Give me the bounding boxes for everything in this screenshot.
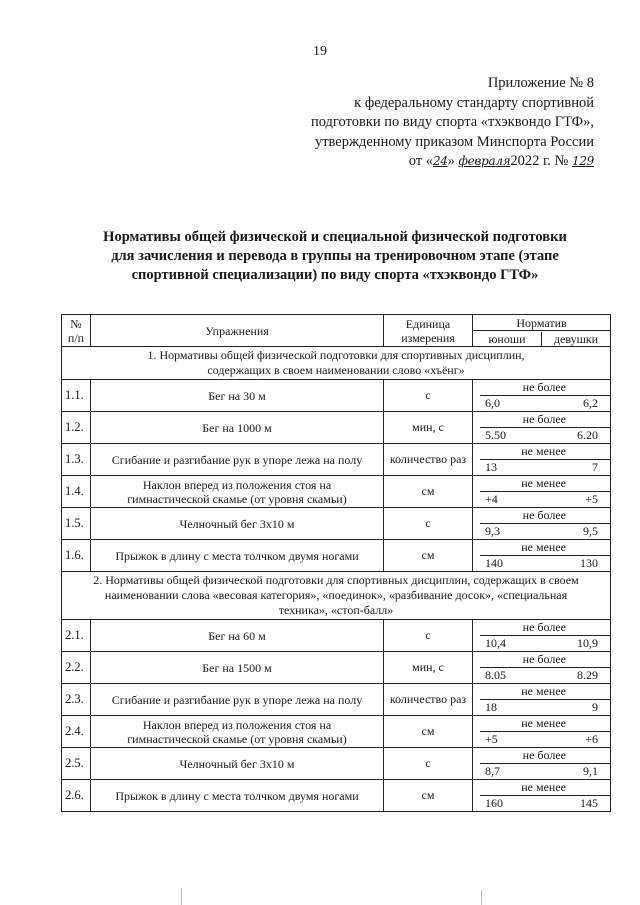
norm-girls-value: 130	[580, 556, 598, 570]
appendix-header	[294, 74, 594, 172]
appendix-line-4: утвержденному приказом Минспорта России	[314, 133, 594, 150]
exercise-name	[91, 508, 384, 540]
norm-boys-value: 8,7	[485, 764, 500, 778]
row-number: 1.6.	[62, 540, 91, 572]
norm-condition: не менее	[521, 540, 566, 554]
unit-of-measure: с	[384, 508, 473, 540]
section-title-line: наименовании слова «весовая категория», «поединок», «разбивание досок», «специальная	[104, 588, 568, 602]
exercise-name	[91, 780, 384, 812]
table-row	[62, 716, 611, 748]
standards-table	[61, 314, 611, 812]
exercise-name	[91, 412, 384, 444]
norm-girls-value: 6,2	[583, 396, 598, 410]
norm-cell	[473, 780, 611, 812]
header-exercise: Упражнения	[91, 315, 384, 347]
appendix-date-line	[294, 152, 594, 172]
row-number: 2.1.	[62, 620, 91, 652]
exercise-name	[91, 380, 384, 412]
unit-of-measure: мин, с	[384, 412, 473, 444]
norm-cell	[473, 716, 611, 748]
norm-cell	[473, 380, 611, 412]
row-number: 1.1.	[62, 380, 91, 412]
norm-girls-value: 9,1	[583, 764, 598, 778]
norm-girls-value: 10,9	[577, 636, 598, 650]
row-number: 2.3.	[62, 684, 91, 716]
scan-mark	[181, 888, 182, 905]
section-header-row	[62, 572, 611, 620]
header-boys: юноши	[488, 331, 526, 346]
table-body	[62, 347, 611, 812]
row-number: 1.3.	[62, 444, 91, 476]
norm-boys-value: 160	[485, 796, 503, 810]
exercise-name-line: Бег на 60 м	[208, 628, 266, 643]
page-number: 19	[313, 44, 327, 59]
header-number: № п/п	[62, 315, 91, 347]
norm-boys-value: 140	[485, 556, 503, 570]
appendix-title: Приложение № 8	[487, 75, 594, 91]
norm-condition: не менее	[521, 476, 566, 490]
exercise-name-line: Сгибание и разгибание рук в упоре лежа на полу	[111, 692, 363, 707]
exercise-name	[91, 748, 384, 780]
date-separator: »	[447, 153, 455, 169]
norm-girls-value: +5	[585, 492, 598, 506]
norm-boys-value: +5	[485, 732, 498, 746]
exercise-name-line: Челночный бег 3х10 м	[179, 756, 295, 771]
norm-cell	[473, 508, 611, 540]
norm-girls-value: 6.20	[577, 428, 598, 442]
norm-boys-value: 18	[485, 700, 497, 714]
norm-condition: не более	[522, 412, 566, 426]
document-title	[60, 228, 610, 285]
table-row	[62, 412, 611, 444]
exercise-name	[91, 620, 384, 652]
norm-boys-value: 13	[485, 460, 497, 474]
row-number: 2.2.	[62, 652, 91, 684]
norm-condition: не более	[522, 748, 566, 762]
norm-condition: не менее	[521, 684, 566, 698]
norm-condition: не более	[522, 652, 566, 666]
exercise-name-line: Бег на 30 м	[208, 388, 266, 403]
norm-boys-value: 8.05	[485, 668, 506, 682]
header-norm: Норматив	[473, 315, 611, 331]
appendix-line-3: подготовки по виду спорта «тхэквондо ГТФ»,	[310, 114, 594, 130]
table-row	[62, 540, 611, 572]
norm-cell	[473, 748, 611, 780]
date-year: 2022 г. №	[510, 153, 569, 169]
handwritten-month: февраля	[458, 154, 511, 168]
norm-condition: не более	[522, 620, 566, 634]
exercise-name-line: Сгибание и разгибание рук в упоре лежа на полу	[111, 452, 363, 467]
date-prefix: от «	[408, 153, 433, 169]
norm-cell	[473, 684, 611, 716]
norm-cell	[473, 620, 611, 652]
exercise-name	[91, 652, 384, 684]
norm-girls-value: 7	[592, 460, 598, 474]
norm-boys-value: 10,4	[485, 636, 506, 650]
row-number: 2.6.	[62, 780, 91, 812]
table-row	[62, 652, 611, 684]
norm-girls-value: 9,5	[583, 524, 598, 538]
norm-girls-value: 9	[592, 700, 598, 714]
row-number: 1.2.	[62, 412, 91, 444]
norm-cell	[473, 476, 611, 508]
unit-of-measure: см	[384, 540, 473, 572]
exercise-name	[91, 716, 384, 748]
norm-cell	[473, 652, 611, 684]
row-number: 1.5.	[62, 508, 91, 540]
row-number: 2.4.	[62, 716, 91, 748]
title-line-1: Нормативы общей физической и специальной физической подготовки	[103, 229, 567, 245]
section-title-line: техника», «стоп-балл»	[278, 603, 394, 617]
scan-mark	[481, 890, 482, 905]
norm-boys-value: 5.50	[485, 428, 506, 442]
norm-boys-value: +4	[485, 492, 498, 506]
table-row	[62, 444, 611, 476]
section-title	[62, 347, 611, 380]
norm-condition: не менее	[521, 444, 566, 458]
exercise-name	[91, 684, 384, 716]
table-row	[62, 508, 611, 540]
norm-cell	[473, 540, 611, 572]
unit-of-measure: см	[384, 780, 473, 812]
title-line-2: для зачисления и перевода в группы на тренировочном этапе (этапе	[111, 248, 559, 264]
exercise-name	[91, 444, 384, 476]
exercise-name	[91, 476, 384, 508]
table-row	[62, 476, 611, 508]
norm-boys-value: 6,0	[485, 396, 500, 410]
exercise-name-line: гимнастической скамье (от уровня скамьи)	[127, 491, 347, 506]
norm-cell	[473, 444, 611, 476]
table-row	[62, 780, 611, 812]
section-header-row	[62, 347, 611, 380]
exercise-name-line: Челночный бег 3х10 м	[179, 516, 295, 531]
unit-of-measure: см	[384, 476, 473, 508]
header-girls: девушки	[541, 332, 610, 346]
norm-condition: не менее	[521, 716, 566, 730]
header-genders	[473, 331, 611, 347]
section-title-line: 1. Нормативы общей физической подготовки для спортивных дисциплин,	[147, 348, 525, 362]
norm-condition: не более	[522, 508, 566, 522]
title-line-3: спортивной специализации) по виду спорта «тхэквондо ГТФ»	[131, 267, 539, 283]
norm-condition: не более	[522, 380, 566, 394]
section-title	[62, 572, 611, 620]
row-number: 1.4.	[62, 476, 91, 508]
unit-of-measure: см	[384, 716, 473, 748]
norm-girls-value: +6	[585, 732, 598, 746]
unit-of-measure: количество раз	[384, 684, 473, 716]
unit-of-measure: с	[384, 380, 473, 412]
unit-of-measure: с	[384, 748, 473, 780]
norm-girls-value: 145	[580, 796, 598, 810]
section-title-line: 2. Нормативы общей физической подготовки для спортивных дисциплин, содержащих в своем	[93, 573, 579, 587]
exercise-name-line: Прыжок в длину с места толчком двумя ногами	[115, 788, 359, 803]
exercise-name-line: Прыжок в длину с места толчком двумя ногами	[115, 548, 359, 563]
table-row	[62, 748, 611, 780]
appendix-line-2: к федеральному стандарту спортивной	[354, 94, 594, 111]
row-number: 2.5.	[62, 748, 91, 780]
norm-girls-value: 8.29	[577, 668, 598, 682]
exercise-name-line: Бег на 1000 м	[202, 420, 272, 435]
header-unit: Единица измерения	[384, 315, 473, 347]
norm-condition: не менее	[521, 780, 566, 794]
norm-cell	[473, 412, 611, 444]
handwritten-order-number: 129	[571, 154, 594, 168]
table-row	[62, 684, 611, 716]
table-row	[62, 380, 611, 412]
handwritten-day: 24	[432, 154, 448, 168]
exercise-name-line: Наклон вперед из положения стоя на	[142, 717, 332, 732]
section-title-line: содержащих в своем наименовании слово «хъёнг»	[207, 363, 465, 377]
exercise-name-line: Бег на 1500 м	[202, 660, 272, 675]
exercise-name-line: Наклон вперед из положения стоя на	[142, 477, 332, 492]
exercise-name	[91, 540, 384, 572]
exercise-name-line: гимнастической скамье (от уровня скамьи)	[127, 731, 347, 746]
norm-boys-value: 9,3	[485, 524, 500, 538]
unit-of-measure: с	[384, 620, 473, 652]
unit-of-measure: мин, с	[384, 652, 473, 684]
unit-of-measure: количество раз	[384, 444, 473, 476]
table-row	[62, 620, 611, 652]
